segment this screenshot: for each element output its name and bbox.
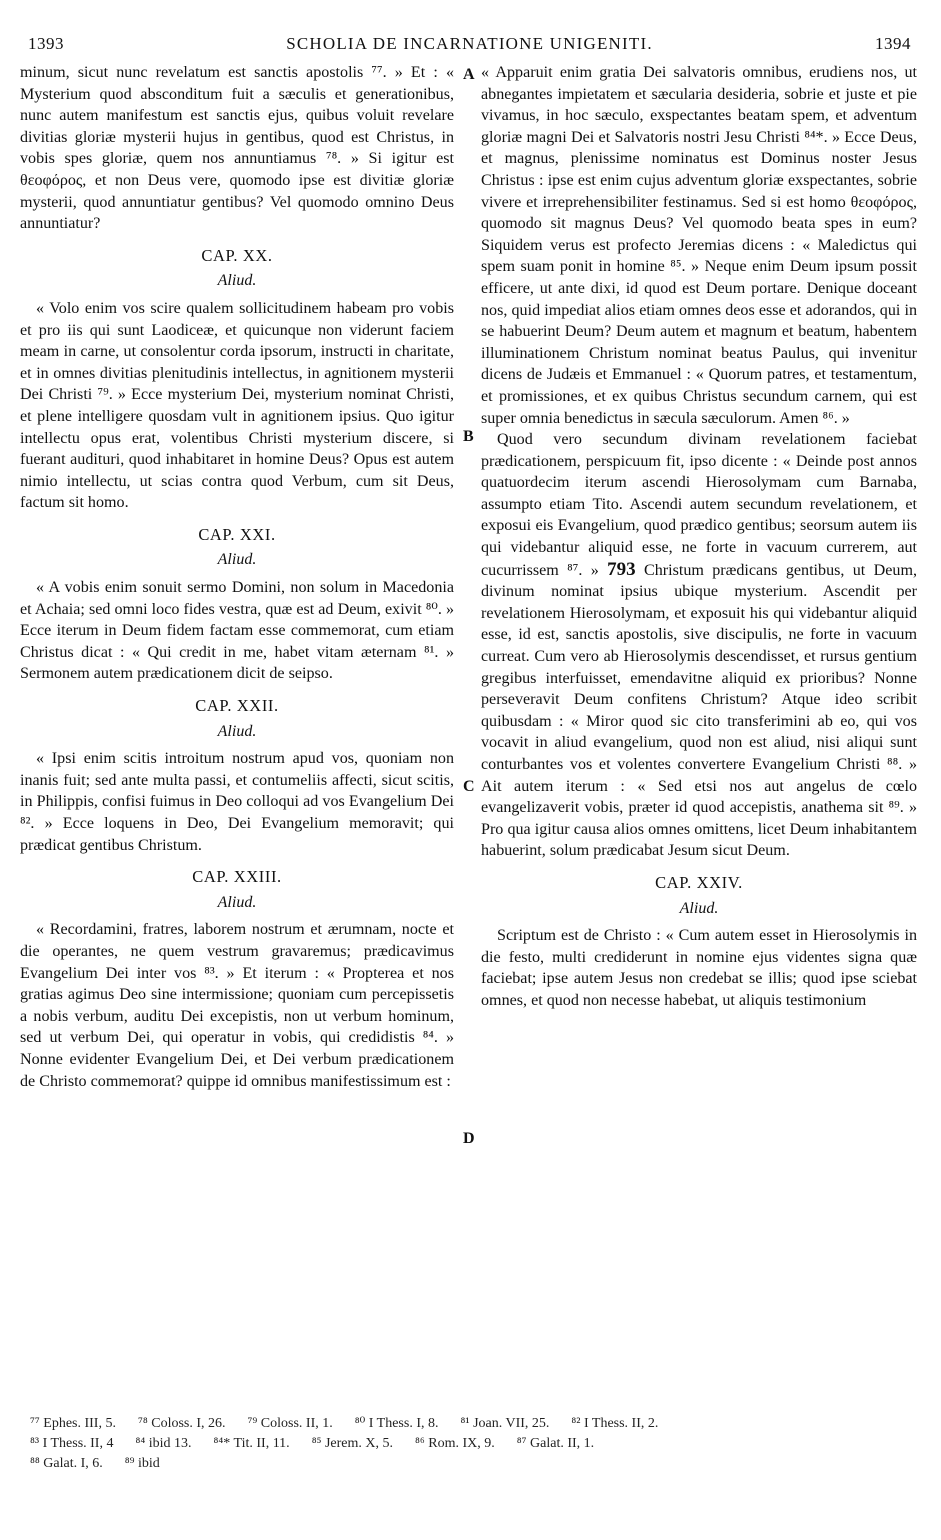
footnote-79: ⁷⁹ Coloss. II, 1. <box>247 1416 333 1431</box>
right-paragraph-2-start: Quod vero secundum divinam revelationem faciebat prædicationem, perspicuum fit, ipso dicente : « Deinde post annos quatuordecim iterum ascendi Hierosolymam cum Barnaba, assumpto etiam Tito. Ascendi autem secundum revelationem, et exposui eis Evangelium, quod prædico gentibus; seorsum autem iis qui videbantur aliquid esse, ne forte in vacuum currerem, aut cucurrissem ⁸⁷. » <box>481 431 917 579</box>
cap-23-heading: CAP. XXIII. <box>192 867 282 887</box>
page-number-793: 793 <box>607 558 636 580</box>
cap-24-heading: CAP. XXIV. <box>655 872 743 892</box>
cap-20-heading: CAP. XX. <box>201 245 273 265</box>
cap-22-heading: CAP. XXII. <box>195 696 279 716</box>
cap-21-text: « A vobis enim sonuit sermo Domini, non solum in Macedonia et Achaia; sed omni loco fides vestra, quæ est ad Deum, exivit ⁸⁰. » Ecce iterum in Deum fidem factam esse commemorat, cum etiam Christus dicat : « Qui credit in me, habet vitam æternam ⁸¹. » Sermonem autem prædicationem dicit de seipso. <box>20 579 454 683</box>
cap-24-text: Scriptum est de Christo : « Cum autem esset in Hierosolymis in die festo, multi crediderunt in nomine ejus videntes signa quæ faciebat; ipse autem Jesus non credebat se illis; quod ipse sciebat omnes, et quod non necesse habebat, ut aliquis testimonium <box>481 927 917 1009</box>
margin-marker-b: B <box>463 428 474 445</box>
cap-21-aliud: Aliud. <box>217 551 257 569</box>
cap-22-aliud: Aliud. <box>217 722 257 740</box>
right-paragraph-2 <box>481 429 917 862</box>
footnote-86: ⁸⁶ Rom. IX, 9. <box>415 1436 495 1451</box>
footnote-line-3 <box>30 1454 911 1474</box>
margin-marker-a: A <box>463 66 475 83</box>
cap-20-text: « Volo enim vos scire qualem sollicitudinem habeam pro vobis et pro iis qui sunt Laodiceæ, et quicunque non viderunt faciem meam in carne, ut consolentur corda ipsorum, instructi in charitate, et in omnes divitias plenitudinis intellectus, in agnitionem mysterii Dei Christi ⁷⁹. » Ecce mysterium Dei, mysterium nominat Christi, et plene intelligere quosdam vult in agnitionem ipsius. Quo igitur intellectu opus erat, volentibus Christi mysterium discere, si fuerant audituri, quod inhabitaret in homine Deus? Opus est autem nimio intellectu, ut scias contra quod Verbum, cum sit Deus, factum sit homo. <box>20 299 454 512</box>
footnote-87: ⁸⁷ Galat. II, 1. <box>516 1436 595 1451</box>
footnote-81: ⁸¹ Joan. VII, 25. <box>460 1416 550 1431</box>
footnotes <box>30 1414 911 1474</box>
footnote-82: ⁸² I Thess. II, 2. <box>571 1416 659 1431</box>
footnote-78: ⁷⁸ Coloss. I, 26. <box>137 1416 226 1431</box>
cap-21-heading: CAP. XXI. <box>198 524 276 544</box>
page-header <box>28 32 911 56</box>
cap-22-text: « Ipsi enim scitis introitum nostrum apud vos, quoniam non inanis fuit; sed ante multa passi, et contumeliis affecti, sicut scitis, in Philippis, confisi fuimus in Deo colloqui ad vos Evangelium Dei ⁸². » Ecce loquens in Deo, Dei Evangelium memoravit; qui prædicat gentibus Christum. <box>20 750 454 854</box>
footnote-77: ⁷⁷ Ephes. III, 5. <box>30 1416 116 1431</box>
footnote-line-1 <box>30 1414 911 1434</box>
margin-marker-d: D <box>463 1130 475 1147</box>
right-page-number: 1394 <box>874 34 911 53</box>
running-title: SCHOLIA DE INCARNATIONE UNIGENITI. <box>286 34 653 53</box>
footnote-83: ⁸³ I Thess. II, 4 <box>30 1436 114 1451</box>
cap-23-aliud: Aliud. <box>217 893 257 911</box>
intro-paragraph: minum, sicut nunc revelatum est sanctis apostolis ⁷⁷. » Et : « Mysterium quod absconditum fuit a sæculis et generationibus, nunc autem manifestum est sanctis ejus, quibus voluit revelare divitias gloriæ mysterii hujus in gentibus, quod est Christus, in vobis spes gloriæ, quem nos annuntiamus ⁷⁸. » Si igitur est θεοφόρος, et non Deus vere, quomodo ipse est divitiæ gloriæ mysterii, quod annuntiatur gentibus? Vel quomodo omnino Deus annuntiatur? <box>20 64 454 233</box>
left-page-number: 1393 <box>28 34 64 53</box>
footnote-line-2 <box>30 1434 911 1454</box>
right-paragraph-2-end: Christum prædicans gentibus, ut Deum, divinum nominat ipsius ubique mysterium. Ascendit per revelationem Hierosolymam, et exposuit his qui videbantur aliquid esse, id est, sanctis apostolis, sive discipulis, ne forte in vacuum curreat. Cum vero ab Hierosolymis descendisset, et rursus gentium gregibus interfuisset, emendavitne aliquid ex prioribus? Nonne perseveravit Deum confitens Christum? Atque ideo scribit quibusdam : « Miror quod sic cito transferimini ab eo, qui vos vocavit in aliud evangelium, quod non est aliud, nisi aliqui sunt conturbantes vos et volentes convertere Evangelium Christi ⁸⁸. » Ait autem iterum : « Sed etsi nos aut angelus de cœlo evangelizaverit vobis, præter id quod accepistis, anathema sit ⁸⁹. » Pro qua igitur causa alios omnes omittens, licet Deum inhabitantem habuerint, solum prædicabat Jesum sicut Deum. <box>481 561 917 860</box>
right-column <box>481 62 917 1012</box>
footnote-84: ⁸⁴ ibid 13. <box>135 1436 192 1451</box>
footnote-80: ⁸⁰ I Thess. I, 8. <box>354 1416 439 1431</box>
cap-20-aliud: Aliud. <box>217 272 257 290</box>
footnote-88: ⁸⁸ Galat. I, 6. <box>30 1456 103 1471</box>
cap-24-aliud: Aliud. <box>679 899 719 917</box>
footnote-85: ⁸⁵ Jerem. X, 5. <box>311 1436 393 1451</box>
margin-marker-c: C <box>463 778 475 795</box>
left-column <box>20 62 454 1092</box>
right-paragraph-1: « Apparuit enim gratia Dei salvatoris omnibus, erudiens nos, ut abnegantes impietatem et sæcularia desideria, sobrie et juste et pie vivamus, in hoc sæculo, exspectantes beatam spem, et adventum gloriæ magni Dei et Salvatoris nostri Jesu Christi ⁸⁴*. » Ecce Deus, et magnus, plenissime nominatus est Dominus noster Jesus Christus : ipse est enim cujus adventum gloriæ exspectantes, sobrie vivere et irreprehensibiliter festinamus. Sed si est homo θεοφόρος, quomodo sit magnus Deus? Vel quomodo beata spes in eum? Siquidem verus est profecto Jeremias dicens : « Maledictus qui spem suam ponit in homine ⁸⁵. » Neque enim Deum ipsum possit efficere, ut ante dixi, id quod est Deum portare. Denique doceant nos, quid impediat alios etiam omnes deos esse et adorandos, qui in se habuerint Deum? Deum autem et magnum et beatum, habentem illuminationem Christum nominat beatus Paulus, qui invenitur dicens de Judæis et Emmanuel : « Quorum patres, et testamentum, et promissiones, et ex quibus Christus secundum carnem, qui est super omnia benedictus in sæcula sæculorum. Amen ⁸⁶. » <box>481 64 917 427</box>
cap-23-text: « Recordamini, fratres, laborem nostrum et ærumnam, nocte et die operantes, ne quem vestrum gravaremus; prædicavimus Evangelium Dei inter vos ⁸³. » Et iterum : « Propterea et nos gratias agimus Deo sine intermissione; quoniam cum percepissetis a nobis verbum, auditu Dei excepistis, non ut verbum hominum, sed ut verbum Dei, qui operatur in vobis, qui credidistis ⁸⁴. » Nonne evidenter Evangelium Dei, et Dei verbum prædicationem de Christo commemorat? quippe id omnibus manifestissimum est : <box>20 921 454 1090</box>
footnote-89: ⁸⁹ ibid <box>124 1456 160 1471</box>
footnote-84a: ⁸⁴* Tit. II, 11. <box>213 1436 290 1451</box>
